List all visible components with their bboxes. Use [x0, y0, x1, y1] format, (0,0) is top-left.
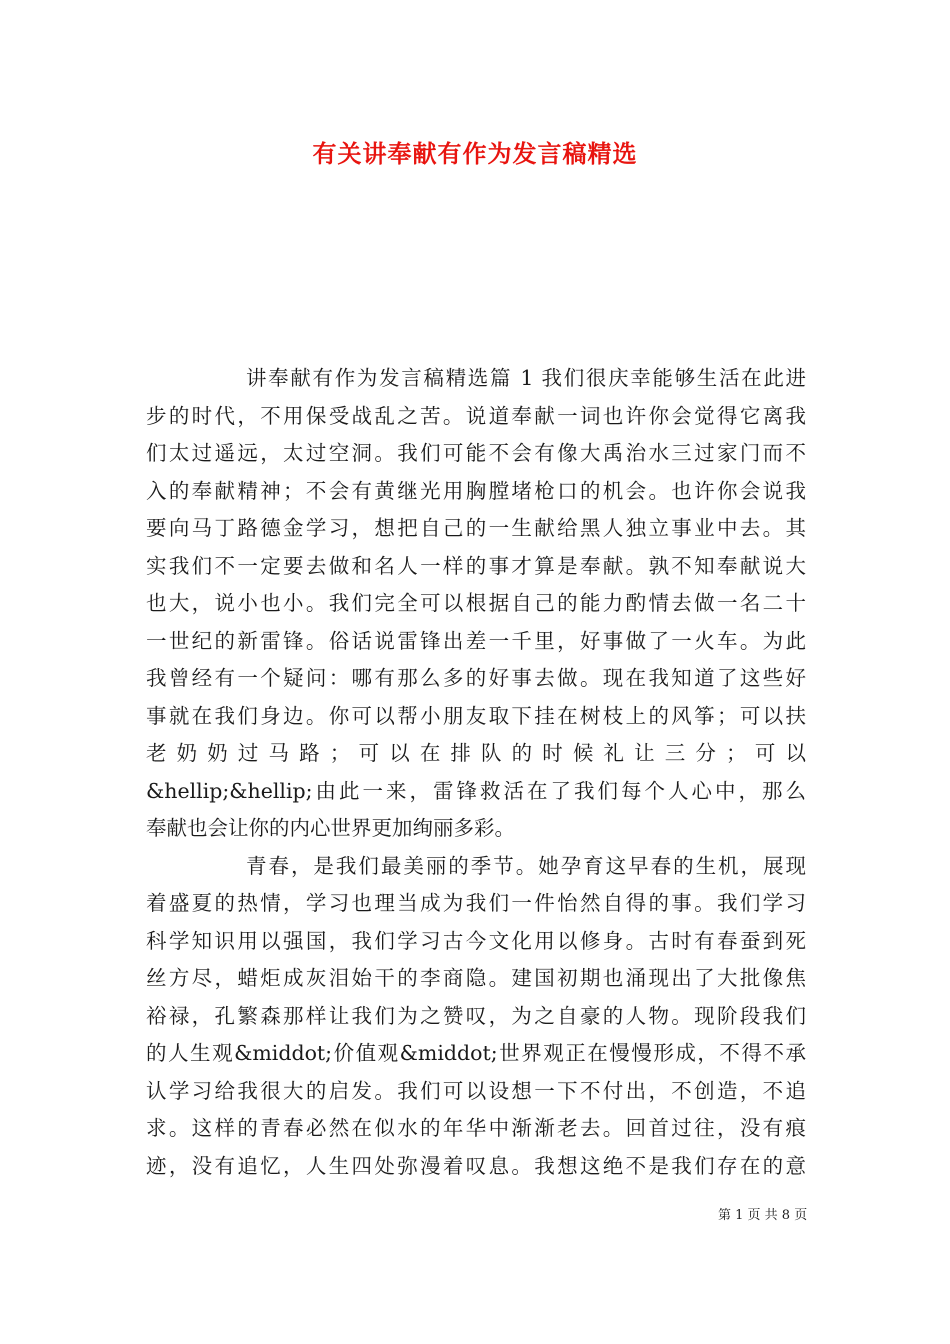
document-body: [146, 360, 806, 1185]
paragraph-line: 认学习给我很大的启发。我们可以设想一下不付出，不创造，不追: [146, 1078, 806, 1103]
paragraph-line: 实我们不一定要去做和名人一样的事才算是奉献。孰不知奉献说大: [146, 553, 806, 578]
paragraph-line: 步的时代，不用保受战乱之苦。说道奉献一词也许你会觉得它离我: [146, 403, 806, 428]
paragraph-line: 科学知识用以强国，我们学习古今文化用以修身。古时有春蚕到死: [146, 928, 806, 953]
paragraph-1: [146, 360, 806, 848]
page-number: 第 1 页 共 8 页: [718, 1208, 808, 1223]
paragraph-line: 老 奶 奶 过 马 路 ； 可 以 在 排 队 的 时 候 礼 让 三 分 ； 可 以: [146, 741, 806, 765]
paragraph-line: 着盛夏的热情，学习也理当成为我们一件怡然自得的事。我们学习: [146, 891, 806, 915]
document-title: 有关讲奉献有作为发言稿精选: [312, 139, 638, 168]
paragraph-line: 们太过遥远，太过空洞。我们可能不会有像大禹治水三过家门而不: [146, 441, 806, 465]
paragraph-line: 要向马丁路德金学习，想把自己的一生献给黑人独立事业中去。其: [146, 516, 806, 540]
paragraph-line: 奉献也会让你的内心世界更加绚丽多彩。: [146, 816, 515, 840]
paragraph-line: &hellip;&hellip;由此一来，雷锋救活在了我们每个人心中，那么: [146, 778, 806, 803]
paragraph-line: 的人生观&middot;价值观&middot;世界观正在慢慢形成，不得不承: [146, 1041, 806, 1065]
paragraph-line: 也大，说小也小。我们完全可以根据自己的能力酌情去做一名二十: [146, 591, 806, 615]
paragraph-line: 裕禄，孔繁森那样让我们为之赞叹，为之自豪的人物。现阶段我们: [146, 1003, 806, 1028]
paragraph-line: 入的奉献精神；不会有黄继光用胸膛堵枪口的机会。也许你会说我: [146, 478, 806, 503]
paragraph-line: 一世纪的新雷锋。俗话说雷锋出差一千里，好事做了一火车。为此: [146, 628, 806, 653]
paragraph-2: [146, 848, 806, 1186]
paragraph-line: 迹，没有追忆，人生四处弥漫着叹息。我想这绝不是我们存在的意: [146, 1153, 806, 1178]
paragraph-line: 求。这样的青春必然在似水的年华中渐渐老去。回首过往，没有痕: [146, 1116, 806, 1140]
paragraph-line: 讲奉献有作为发言稿精选篇 1 我们很庆幸能够生活在此进: [246, 366, 806, 390]
paragraph-line: 青春，是我们最美丽的季节。她孕育这早春的生机，展现: [246, 853, 806, 878]
paragraph-line: 我曾经有一个疑问：哪有那么多的好事去做。现在我知道了这些好: [146, 666, 806, 690]
paragraph-line: 丝方尽，蜡炬成灰泪始干的李商隐。建国初期也涌现出了大批像焦: [146, 966, 806, 990]
paragraph-line: 事就在我们身边。你可以帮小朋友取下挂在树枝上的风筝；可以扶: [146, 703, 806, 728]
